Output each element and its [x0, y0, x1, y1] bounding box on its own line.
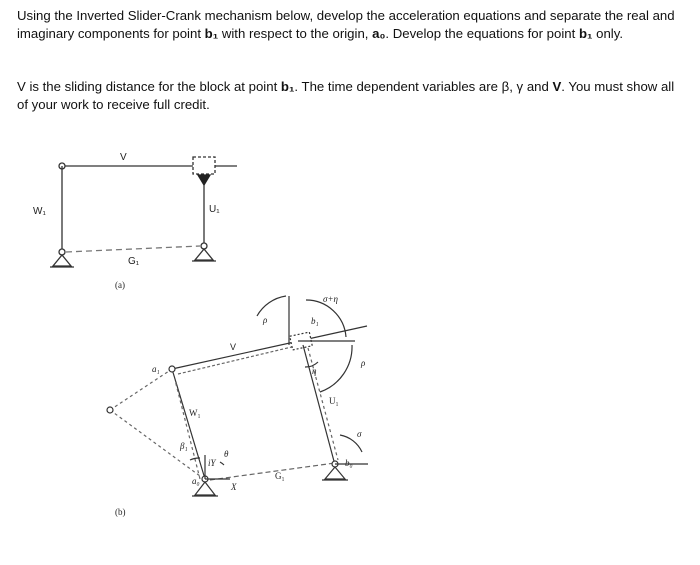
p2-point-b1: b₁ — [280, 79, 295, 94]
label-b1: b₁ — [311, 316, 319, 326]
arc-theta — [220, 462, 224, 465]
ground-support-left — [53, 255, 71, 266]
ground-link-g1 — [66, 246, 200, 252]
p1-text-g: only. — [592, 26, 623, 41]
label-w1-b: W₁ — [189, 408, 201, 418]
p1-origin-a0: a₀ — [372, 26, 386, 41]
label-a1: a₁ — [152, 364, 160, 374]
slider-pivot — [198, 175, 210, 185]
p1-text-e: . Develop the equations for point — [385, 26, 579, 41]
p2-text-e: . You must show all of your work to receive full credit. — [17, 79, 675, 112]
caption-b: (b) — [115, 507, 126, 517]
label-theta: θ — [224, 449, 229, 459]
label-b0: b₀ — [345, 458, 353, 468]
p2-var-v: V — [552, 79, 562, 94]
label-g1: G₁ — [128, 256, 140, 267]
label-eta: η — [312, 366, 317, 376]
label-sigma-plus-eta: σ+η — [323, 294, 338, 304]
p1-point-b1: b₁ — [204, 26, 219, 41]
ground-support-b0 — [325, 467, 345, 479]
label-x: X — [231, 482, 237, 492]
link-v-dashed — [178, 345, 300, 374]
link-v-b — [172, 326, 367, 369]
slider-block — [193, 157, 215, 174]
label-a0: a₀ — [192, 476, 200, 486]
label-iy: iY — [208, 458, 216, 468]
p1-point-b1-second: b₁ — [578, 26, 593, 41]
p2-text-a: V is the sliding distance for the block at point — [17, 79, 281, 94]
joint-a1 — [169, 366, 175, 372]
p2-text-c: . The time dependent variables are β, γ and — [294, 79, 553, 94]
label-u1: U₁ — [209, 204, 220, 215]
label-sigma: σ — [357, 429, 362, 439]
figure-b-labels — [115, 294, 366, 517]
joint-displaced — [107, 407, 113, 413]
ground-support-right — [195, 249, 213, 260]
arc-rho-right — [320, 345, 352, 392]
label-u1-b: U₁ — [329, 396, 339, 406]
label-v-b: V — [230, 342, 237, 352]
arc-rho-top — [257, 296, 286, 316]
displaced-upper — [110, 369, 172, 410]
label-rho-right: ρ — [361, 358, 366, 368]
p1-text-a: Using the Inverted Slider-Crank mechanism below, develop the acceleration equations and separate the real and imaginary components for point — [17, 8, 675, 41]
label-rho-top: ρ — [263, 315, 268, 325]
link-w1-dashed — [175, 380, 200, 479]
ground-link-g1-b — [210, 463, 335, 480]
label-g1-b: G₁ — [275, 471, 285, 481]
label-beta1: β₁ — [180, 441, 188, 451]
label-v: V — [120, 152, 127, 163]
p1-text-c: with respect to the origin, — [218, 26, 373, 41]
label-w1: W₁ — [33, 206, 46, 217]
caption-a: (a) — [115, 280, 125, 290]
figure-a-labels — [33, 152, 220, 290]
